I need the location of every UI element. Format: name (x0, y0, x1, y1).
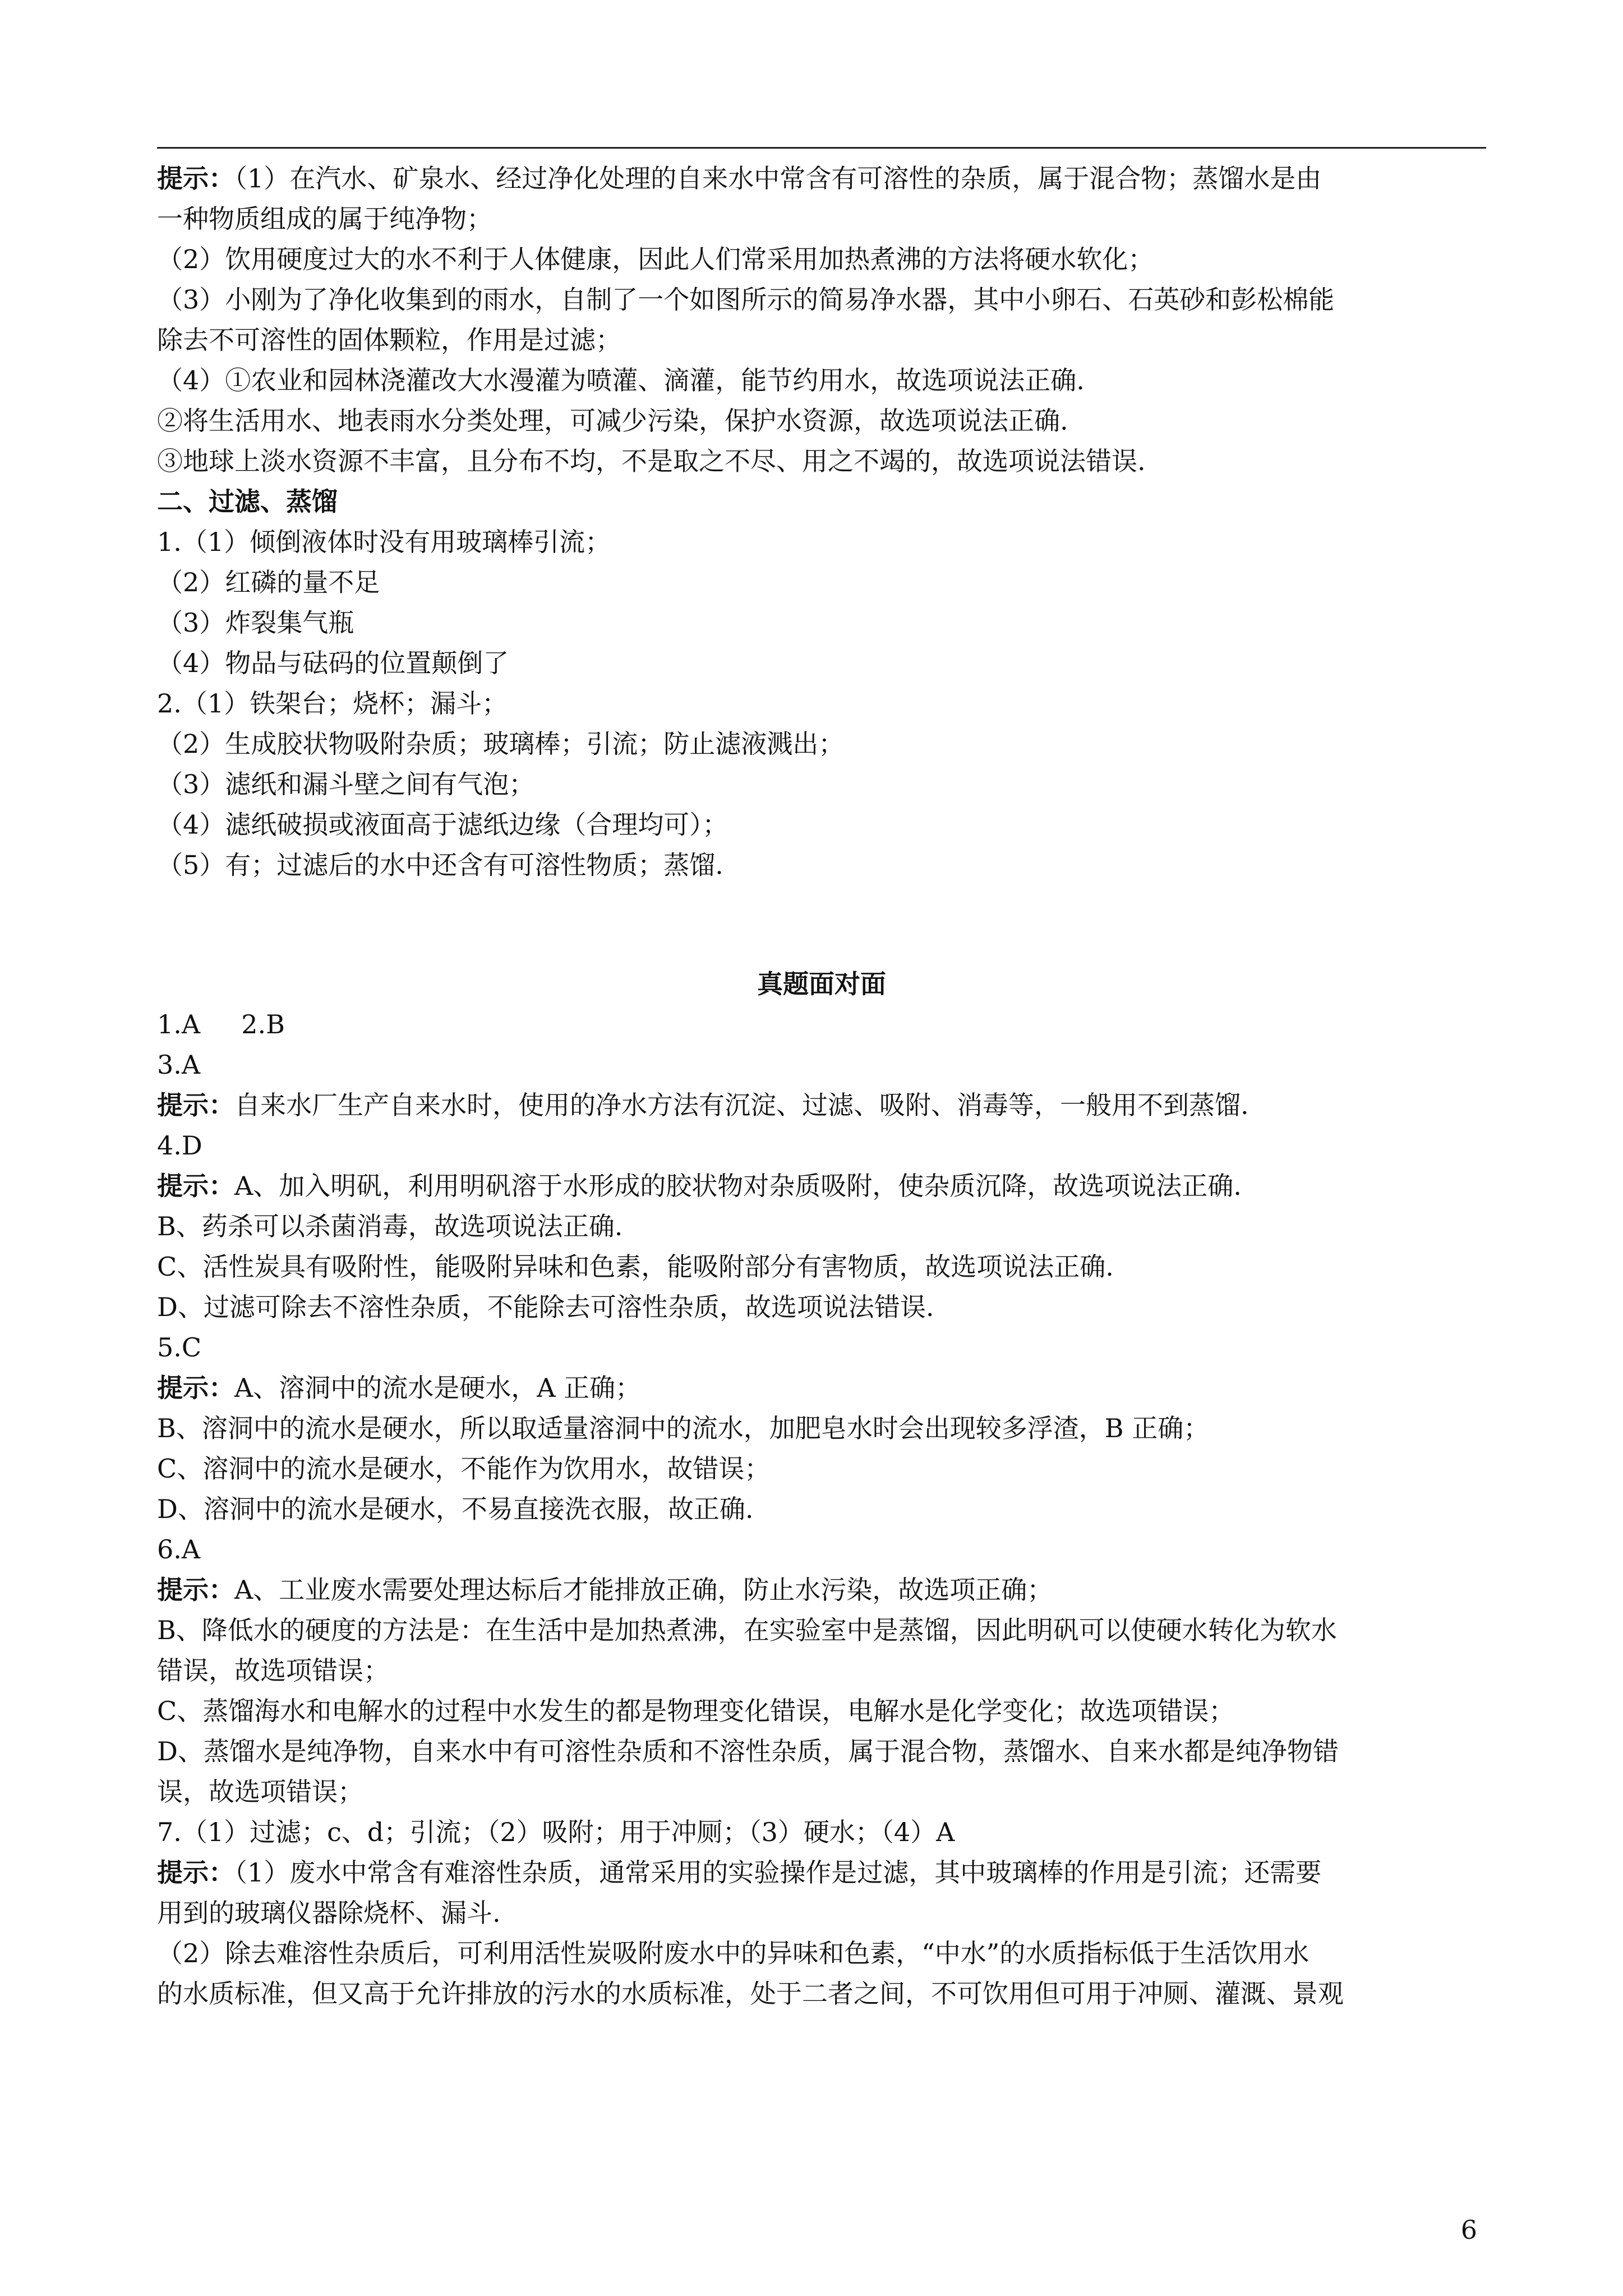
text-line: 错误，故选项错误； (157, 1655, 389, 1686)
text-line: B、药杀可以杀菌消毒，故选项说法正确. (157, 1211, 623, 1241)
text-line: （4）物品与砝码的位置颠倒了 (157, 648, 509, 678)
text-line: （3）小刚为了净化收集到的雨水，自制了一个如图所示的简易净水器，其中小卵石、石英砂和彭松棉能 (157, 284, 1335, 315)
text-line: B、溶洞中的流水是硬水，所以取适量溶洞中的流水，加肥皂水时会出现较多浮渣，B 正确； (157, 1413, 1210, 1443)
text-line: D、蒸馏水是纯净物，自来水中有可溶性杂质和不溶性杂质，属于混合物，蒸馏水、自来水都是纯净物错 (157, 1736, 1339, 1766)
text-line: C、蒸馏海水和电解水的过程中水发生的都是物理变化错误，电解水是化学变化；故选项错误； (157, 1696, 1235, 1726)
hint-label: 提示： (157, 1171, 234, 1201)
answer-line: 4.D (157, 1130, 202, 1161)
text-line: （4）①农业和园林浇灌改大水漫灌为喷灌、滴灌，能节约用水，故选项说法正确. (157, 365, 1085, 395)
header-rule (157, 147, 1486, 149)
hint-line: 提示：A、溶洞中的流水是硬水，A 正确； (157, 1373, 642, 1403)
text-line: 除去不可溶性的固体颗粒，作用是过滤； (157, 325, 621, 355)
text-line: 一种物质组成的属于纯净物； (157, 204, 492, 234)
text-line: 1.（1）倾倒液体时没有用玻璃棒引流； (157, 527, 611, 557)
hint-line: 提示：A、加入明矾，利用明矾溶于水形成的胶状物对杂质吸附，使杂质沉降，故选项说法正确. (157, 1171, 1242, 1201)
text-line: （2）生成胶状物吸附杂质；玻璃棒；引流；防止滤液溅出； (157, 729, 845, 759)
section-title: 真题面对面 (757, 969, 886, 999)
text-line: （3）滤纸和漏斗壁之间有气泡； (157, 769, 535, 799)
hint-label: 提示： (157, 1857, 234, 1888)
answer-line: 6.A (157, 1534, 201, 1565)
text-line: C、活性炭具有吸附性，能吸附异味和色素，能吸附部分有害物质，故选项说法正确. (157, 1251, 1114, 1282)
answer-line: 3.A (157, 1050, 201, 1080)
answer-content (157, 158, 1486, 2014)
text-line: （5）有；过滤后的水中还含有可溶性物质；蒸馏. (157, 850, 723, 880)
text-line: （2）红磷的量不足 (157, 567, 380, 597)
hint-line: 提示：自来水厂生产自来水时，使用的净水方法有沉淀、过滤、吸附、消毒等，一般用不到蒸馏. (157, 1090, 1249, 1120)
text-line: 2.（1）铁架台；烧杯；漏斗； (157, 688, 508, 719)
hint-line: 提示：（1）废水中常含有难溶性杂质，通常采用的实验操作是过滤，其中玻璃棒的作用是引流；还需要 (157, 1857, 1322, 1888)
answer-line: 1.A 2.B (157, 1009, 285, 1039)
text-line: （2）除去难溶性杂质后，可利用活性炭吸附废水中的异味和色素，“中水”的水质指标低于生活饮用水 (157, 1938, 1310, 1968)
text-line: D、溶洞中的流水是硬水，不易直接洗衣服，故正确. (157, 1494, 754, 1524)
answer-line: 7.（1）过滤；c、d；引流；（2）吸附；用于冲厕；（3）硬水；（4）A (157, 1817, 955, 1847)
hint-label: 提示： (157, 1575, 234, 1605)
text-line: B、降低水的硬度的方法是：在生活中是加热煮沸，在实验室中是蒸馏，因此明矾可以使硬水转化为软水 (157, 1615, 1337, 1645)
text-line: （3）炸裂集气瓶 (157, 608, 354, 638)
hint-label: 提示： (157, 1090, 234, 1120)
text-line: （2）饮用硬度过大的水不利于人体健康，因此人们常采用加热煮沸的方法将硬水软化； (157, 244, 1154, 274)
text-line: ②将生活用水、地表雨水分类处理，可减少污染，保护水资源，故选项说法正确. (157, 406, 1068, 436)
text-line: D、过滤可除去不溶性杂质，不能除去可溶性杂质，故选项说法错误. (157, 1292, 934, 1322)
hint-label: 提示： (157, 1373, 234, 1403)
text-line: （4）滤纸破损或液面高于滤纸边缘（合理均可）； (157, 809, 728, 840)
text-line: ③地球上淡水资源不丰富，且分布不均，不是取之不尽、用之不竭的，故选项说法错误. (157, 446, 1146, 476)
spacer (157, 885, 1486, 964)
hint-label: 提示： (157, 163, 234, 194)
section-heading: 二、过滤、蒸馏 (157, 486, 338, 517)
text-line: 用到的玻璃仪器除烧杯、漏斗. (157, 1898, 501, 1928)
text-line: C、溶洞中的流水是硬水，不能作为饮用水，故错误； (157, 1453, 771, 1484)
page-number: 6 (1460, 2215, 1477, 2245)
text-line: 误，故选项错误； (157, 1777, 363, 1807)
hint-line: 提示：A、工业废水需要处理达标后才能排放正确，防止水污染，故选项正确； (157, 1575, 1053, 1605)
answer-line: 5.C (157, 1332, 202, 1363)
hint-line: 提示：（1）在汽水、矿泉水、经过净化处理的自来水中常含有可溶性的杂质，属于混合物；蒸馏水是由 (157, 163, 1322, 194)
text-line: 的水质标准，但又高于允许排放的污水的水质标准，处于二者之间，不可饮用但可用于冲厕、灌溉、景观 (157, 1978, 1344, 2009)
